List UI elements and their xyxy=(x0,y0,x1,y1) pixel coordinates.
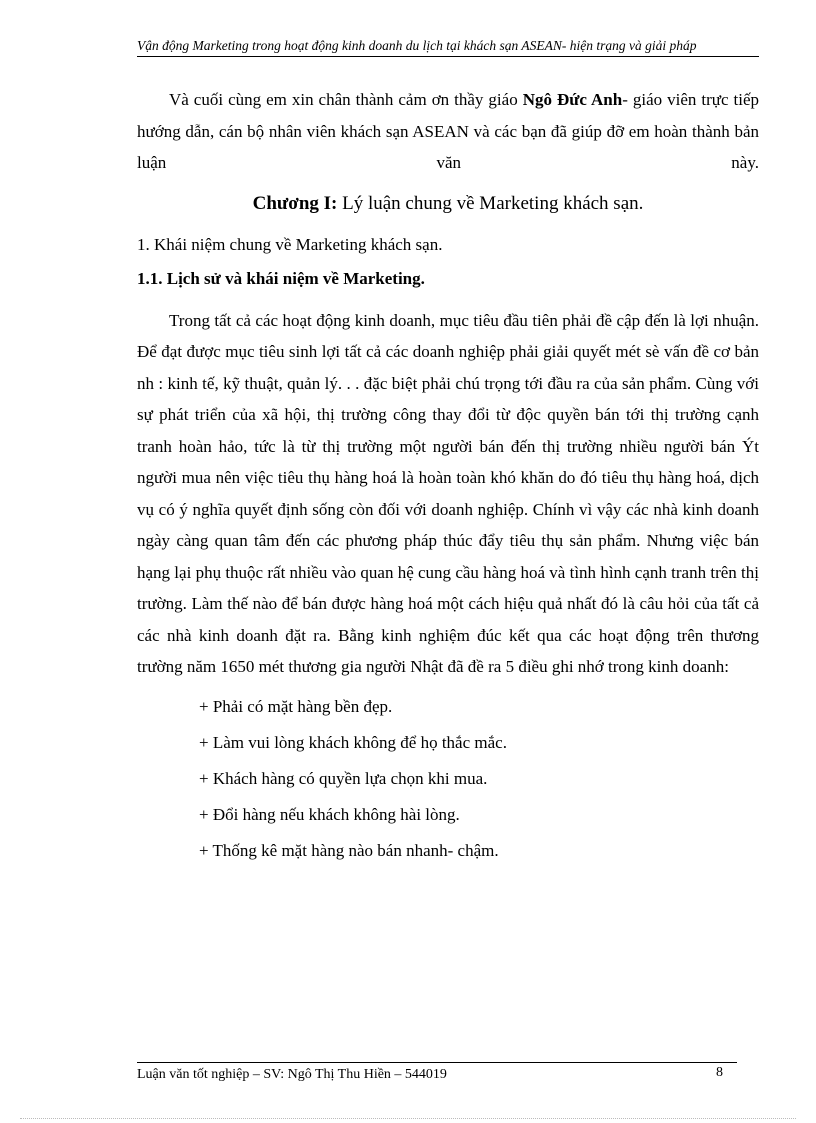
chapter-heading xyxy=(137,189,759,219)
chapter-title: Lý luận chung về Marketing khách sạn. xyxy=(337,192,644,214)
list-item: + Thống kê mặt hàng nào bán nhanh- chậm. xyxy=(199,840,499,860)
section-heading-1-1: 1.1. Lịch sử và khái niệm về Marketing. xyxy=(137,268,425,288)
list-item: + Đổi hàng nếu khách không hài lòng. xyxy=(199,804,460,824)
list-item: + Khách hàng có quyền lựa chọn khi mua. xyxy=(199,768,488,788)
chapter-label: Chương I: xyxy=(252,192,338,214)
page-content xyxy=(137,84,759,875)
body-paragraph: Trong tất cả các hoạt động kinh doanh, mục tiêu đầu tiên phải đề cập đến là lợi nhuận. Để đạt được mục tiêu sinh lợi tất cả các doanh nghiệp phải giải quyết mét sè vấn đề cơ bản nh : kinh tế, kỹ thuật, quản lý. . . đặc biệt phải chú trọng tới đầu ra của sản phẩm. Cùng với sự phát triển của xã hội, thị trường công thay đổi từ độc quyền bán tới thị trường cạnh tranh hoàn hảo, tức là từ thị trường một người bán đến thị trường nhiều người bán Ýt người mua nên việc tiêu thụ hàng hoá là hoàn toàn khó khăn do đó tiêu thụ hàng hoá, dịch vụ có ý nghĩa quyết định sống còn đối với doanh nghiệp. Chính vì vậy các nhà kinh doanh ngày càng quan tâm đến các phương pháp thúc đẩy tiêu thụ sản phẩm. Nhưng việc bán hạng lại phụ thuộc rất nhiều vào quan hệ cung cầu hàng hoá và tình hình cạnh tranh trên thị trường. Làm thế nào để bán được hàng hoá một cách hiệu quả nhất đó là câu hỏi của tất cả các nhà kinh doanh đặt ra. Bằng kinh nghiệm đúc kết qua các hoạt động trên thương trường năm 1650 mét thương gia người Nhật đã đề ra 5 điều ghi nhớ trong kinh doanh: xyxy=(137,310,759,676)
section-heading-1: 1. Khái niệm chung về Marketing khách sạn. xyxy=(137,234,443,254)
running-title: Vận động Marketing trong hoạt động kinh doanh du lịch tại khách sạn ASEAN- hiện trạng và giải pháp xyxy=(137,38,697,53)
acknowledgement-paragraph xyxy=(137,84,759,179)
list-item: + Làm vui lòng khách không để họ thắc mắc. xyxy=(199,732,507,752)
acknowledgement-text-2: - giáo viên trực tiếp hướng dẫn, cán bộ nhân viên khách sạn ASEAN và các bạn đã giúp đỡ em hoàn thành bản luận văn này. xyxy=(137,90,759,172)
business-rules-list xyxy=(137,695,759,863)
page-bottom-border xyxy=(20,1118,796,1119)
page-footer xyxy=(137,1066,737,1084)
teacher-name: Ngô Đức Anh xyxy=(522,90,623,109)
page-number: 8 xyxy=(716,1065,723,1080)
list-item: + Phải có mặt hàng bền đẹp. xyxy=(199,696,393,716)
footer-divider xyxy=(137,1062,737,1063)
acknowledgement-text-1: Và cuối cùng em xin chân thành cảm ơn thầy giáo xyxy=(169,90,523,109)
running-header xyxy=(137,37,759,57)
footer-text: Luận văn tốt nghiệp – SV: Ngô Thị Thu Hiền – 544019 xyxy=(137,1067,447,1082)
